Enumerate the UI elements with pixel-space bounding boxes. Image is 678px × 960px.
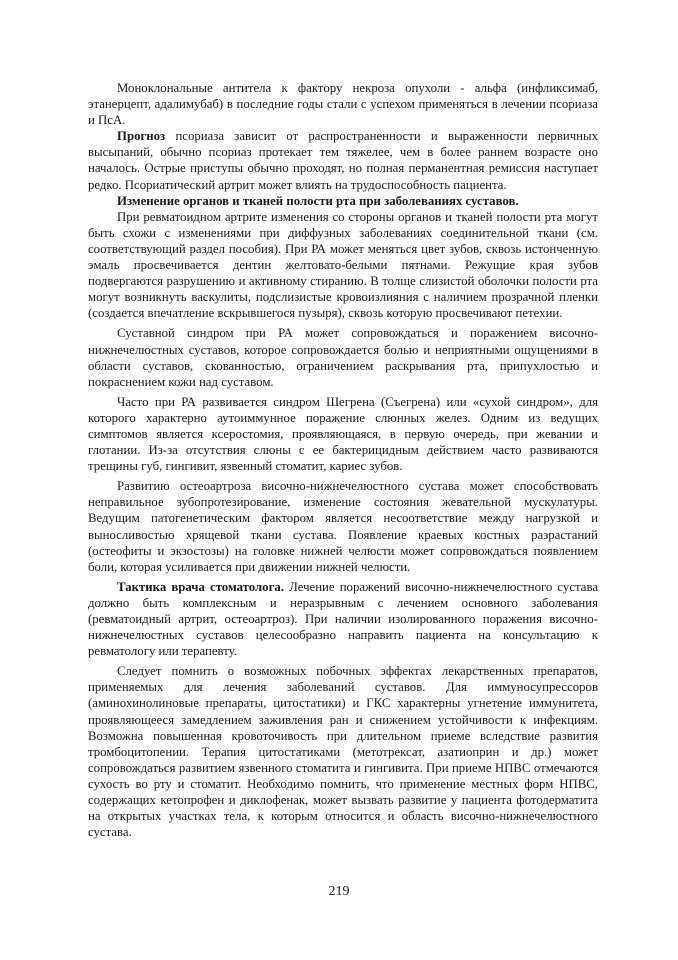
paragraph-prognosis (88, 128, 598, 192)
paragraph-sjogren-syndrome: Часто при РА развивается синдром Шегрена (Съегрена) или «сухой синдром», для которого характерно аутоиммунное поражение слюнных желез. Одним из ведущих симптомов является ксеростомия, проявляющаяся, в первую очередь, при жевании и глотании. Из-за отсутствия слюны с ее бактерицидным действием часто развиваются трещины губ, гингивит, язвенный стоматит, кариес зубов. (88, 394, 598, 474)
section-heading: Изменение органов и тканей полости рта при заболеваниях суставов. (117, 193, 519, 208)
paragraph-lead-tactics: Тактика врача стоматолога. (117, 579, 284, 594)
paragraph-lead-prognosis: Прогноз (117, 129, 166, 144)
document-page (88, 80, 598, 840)
paragraph-drug-side-effects: Следует помнить о возможных побочных эффектах лекарственных препаратов, применяемых для лечения заболеваний суставов. Для иммуносупрессоров (аминохинолиновые препараты, цитостатики) и ГКС характерны угнетение иммунитета, проявляющееся замедлением заживления ран и снижением устойчивости к инфекциям. Возможна повышенная кровоточивость при длительном приеме вследствие развития тромбоцитопении. Терапия цитостатиками (метотрексат, азатиоприн и др.) может сопровождаться развитием язвенного стоматита и гингивита. При приеме НПВС отмечаются сухость во рту и стоматит. Необходимо помнить, что применение местных форм НПВС, содержащих кетопрофен и диклофенак, может вызвать развитие у пациента фотодерматита на открытых участках тела, к которым относится и область височно-нижнечелюстного сустава. (88, 664, 598, 840)
page-number: 219 (328, 884, 350, 899)
paragraph-monoclonal-antibodies (88, 80, 598, 128)
paragraph-text: Моноклональные антитела к фактору некроза опухоли - альфа (инфликсимаб, этанерцепт, адалимубаб) в последние годы стали с успехом применяться в лечении псориаза и ПсА. (88, 81, 598, 128)
paragraph-text: псориаза зависит от распространенности и выраженности первичных высыпаний, обычно псориаз протекает тем тяжелее, чем в более раннем возрасте оно началось. Острые приступы обычно проходят, но полная перманентная ремиссия наступает редко. Псориатический артрит может влиять на трудоспособность пациента. (88, 129, 598, 192)
paragraph-joint-syndrome: Суставной синдром при РА может сопровождаться и поражением височно-нижнечелюстных суставов, которое сопровождается болью и неприятными ощущениями в области суставов, скованностью, ограничением раскрывания рта, припухлостью и покраснением кожи над суставом. (88, 326, 598, 389)
paragraph-dentist-tactics (88, 579, 598, 659)
paragraph-osteoarthritis: Развитию остеоартроза височно-нижнечелюстного сустава может способствовать неправильное зубопротезирование, изменение состояния жевательной мускулатуры. Ведущим патогенетическим фактором является несоответствие между нагрузкой и выносливостью хрящевой ткани сустава. Появление краевых костных разрастаний (остеофиты и экзостозы) на головке нижней челюсти может сопровождаться появлением боли, которая усиливается при движении нижней челюсти. (88, 479, 598, 574)
paragraph-text: Лечение поражений височно-нижнечелюстного сустава должно быть комплексным и неразрывным с лечением основного заболевания (ревматоидный артрит, остеоартроз). При наличии изолированного поражения височно-нижнечелюстных суставов целесообразно направить пациента на консультацию к ревматологу или терапевту. (88, 579, 598, 659)
paragraph-ra-oral-changes: При ревматоидном артрите изменения со стороны органов и тканей полости рта могут быть схожи с изменениями при диффузных заболеваниях соединительной ткани (см. соответствующий раздел пособия). При РА может меняться цвет зубов, сквозь истонченную эмаль просвечивается дентин желтовато-белыми пятнами. Режущие края зубов подвергаются разрушению и активному стиранию. В толще слизистой оболочки полости рта могут возникнуть васкулиты, подслизистые кровоизлияния с наличием прозрачной пленки (создается впечатление вскрывшегося пузыря), сквозь которую просвечивают петехии. (88, 209, 598, 321)
